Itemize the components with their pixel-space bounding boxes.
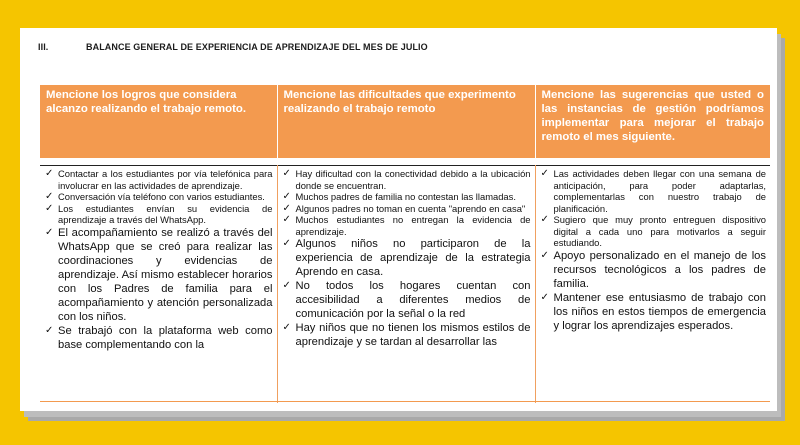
section-number: III. xyxy=(38,42,49,52)
list-item xyxy=(44,168,273,191)
list-item-text: Se trabajó con la plataforma web como base complementando con la xyxy=(58,324,273,351)
checkmark-icon: ✓ xyxy=(540,214,549,225)
section-title: BALANCE GENERAL DE EXPERIENCIA DE APRENDIZAJE DEL MES DE JULIO xyxy=(86,42,428,52)
list-item xyxy=(540,168,767,214)
list-item-text: Muchos estudiantes no entregan la evidencia de aprendizaje. xyxy=(295,214,531,237)
list-item xyxy=(282,168,531,191)
cell-logros xyxy=(40,166,277,404)
list-item xyxy=(540,291,767,333)
list-item xyxy=(282,279,531,321)
list-item-text: No todos los hogares cuentan con accesibilidad a diferentes medios de comunicación por la señal o la red xyxy=(295,280,531,320)
section-heading xyxy=(38,42,428,52)
list-item-text: Sugiero que muy pronto entreguen dispositivo digital a cada uno para motivarlos a seguir estudiando. xyxy=(553,214,766,248)
checkmark-icon: ✓ xyxy=(540,249,549,261)
checkmark-icon: ✓ xyxy=(45,191,54,202)
document-page xyxy=(20,28,777,411)
list-logros xyxy=(44,168,273,352)
checkmark-icon: ✓ xyxy=(45,226,54,238)
header-dificultades: Mencione las dificultades que experimento realizando el trabajo remoto xyxy=(277,85,535,158)
checkmark-icon: ✓ xyxy=(540,168,549,179)
cell-sugerencias xyxy=(535,166,770,404)
header-row xyxy=(40,85,770,158)
body-row xyxy=(40,166,770,404)
list-item xyxy=(282,191,531,203)
list-item-text: Conversación vía teléfono con varios estudiantes. xyxy=(58,191,265,202)
list-item-text: Los estudiantes envían su evidencia de aprendizaje a través del WhatsApp. xyxy=(58,202,273,225)
list-item-text: Mantener ese entusiasmo de trabajo con los niños en estos tiempos de emergencia y lograr los aprendizajes esperados. xyxy=(553,291,766,332)
checkmark-icon: ✓ xyxy=(282,322,291,333)
header-logros: Mencione los logros que considera alcanzo realizando el trabajo remoto. xyxy=(40,85,277,158)
list-item-text: Las actividades deben llegar con una semana de anticipación, para poder adaptarlas, complementarlas con nuestro trabajo de planificación. xyxy=(553,168,766,214)
list-item xyxy=(44,191,273,203)
checkmark-icon: ✓ xyxy=(45,324,54,336)
list-item xyxy=(282,214,531,237)
list-item-text: Algunos niños no participaron de la experiencia de aprendizaje de la estrategia Aprendo en casa. xyxy=(295,238,531,278)
list-item xyxy=(44,203,273,226)
list-item-text: El acompañamiento se realizó a través del WhatsApp que se creó para realizar las coordinaciones y evidencias de aprendizaje. Así mismo establecer horarios con los Padres de familia para el acompañamiento y atención personalizada con los niños. xyxy=(58,226,273,323)
list-item xyxy=(282,237,531,279)
checkmark-icon: ✓ xyxy=(540,291,549,303)
checkmark-icon: ✓ xyxy=(282,191,291,202)
list-sugerencias xyxy=(540,168,767,333)
list-item xyxy=(540,214,767,249)
list-item xyxy=(540,249,767,291)
list-dificultades xyxy=(282,168,531,349)
checkmark-icon: ✓ xyxy=(282,280,291,291)
checkmark-icon: ✓ xyxy=(45,168,54,179)
checkmark-icon: ✓ xyxy=(282,238,291,249)
checkmark-icon: ✓ xyxy=(282,202,291,214)
experience-table xyxy=(40,85,770,403)
list-item-text: Hay niños que no tienen los mismos estilos de aprendizaje y se tardan al desarrollar las xyxy=(295,322,531,348)
checkmark-icon: ✓ xyxy=(282,168,291,179)
list-item-text: Hay dificultad con la conectividad debido a la ubicación donde se encuentran. xyxy=(295,168,531,191)
header-sugerencias: Mencione las sugerencias que usted o las instancias de gestión podríamos implementar para mejorar el trabajo remoto el mes siguiente. xyxy=(535,85,770,158)
checkmark-icon: ✓ xyxy=(45,202,54,214)
list-item xyxy=(44,226,273,324)
list-item-text: Contactar a los estudiantes por vía telefónica para involucrar en las actividades de aprendizaje. xyxy=(58,168,273,191)
list-item-text: Algunos padres no toman en cuenta "aprendo en casa" xyxy=(295,202,526,214)
cell-dificultades xyxy=(277,166,535,404)
list-item xyxy=(282,321,531,349)
list-item xyxy=(282,203,531,215)
checkmark-icon: ✓ xyxy=(282,214,291,225)
list-item-text: Muchos padres de familia no contestan las llamadas. xyxy=(295,191,516,202)
list-item xyxy=(44,324,273,352)
list-item-text: Apoyo personalizado en el manejo de los recursos tecnológicos a los padres de familia. xyxy=(553,249,766,290)
table-bottom-border xyxy=(40,401,770,402)
